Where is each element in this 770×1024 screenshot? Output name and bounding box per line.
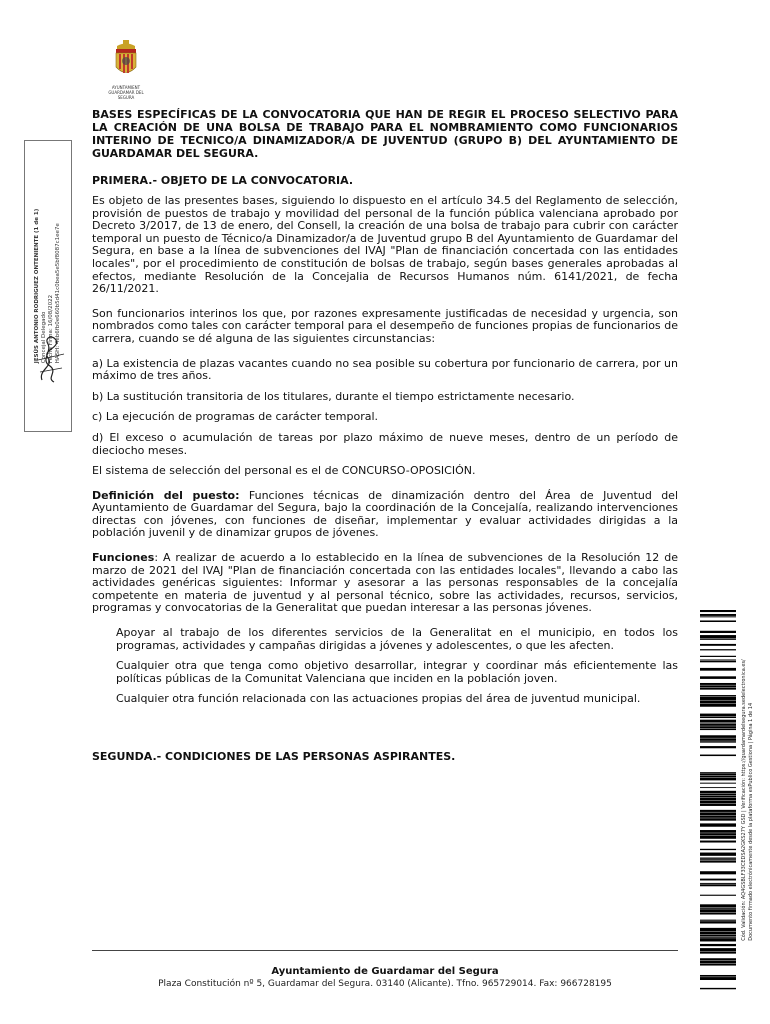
list-item-c: c) La ejecución de programas de carácter temporal. <box>92 410 379 424</box>
signature-stamp <box>24 140 72 432</box>
barcode-icon <box>700 610 736 990</box>
function-item: Cualquier otra que tenga como objetivo desarrollar, integrar y coordinar más eficientemente las políticas públicas de la Comunitat Valenciana que inciden en la población joven. <box>116 659 678 685</box>
validation-signature-info: Documento firmado electrónicamente desde la plataforma esPublico Gestiona | Página 1 de 14 <box>748 702 754 941</box>
paragraph-objeto: Es objeto de las presentes bases, siguiendo lo dispuesto en el artículo 34.5 del Reglamento de selección, provisión de puestos de trabajo y movilidad del personal de la función pública valenciana aprobado por Decreto 3/2017, de 13 de enero, del Consell, la creación de una bolsa de trabajo para cubrir con carácter temporal un puesto de Técnico/a Dinamizador/a de Juventud grupo B del Ayuntamiento de Guardamar del Segura, en base a la línea de subvenciones del IVAJ "Plan de financiación concertada con las entidades locales", por el procedimiento de constitución de bolsas de trabajo, según bases generales aprobadas al efectos, mediante Resolución de la Concejalia de Recursos Humanos núm. 6141/2021, de fecha 26/11/2021. <box>92 194 678 296</box>
function-item: Cualquier otra función relacionada con las actuaciones propias del área de juventud municipal. <box>116 692 641 706</box>
funciones-label: Funciones <box>92 551 155 565</box>
footer-address: Plaza Constitución nº 5, Guardamar del Segura. 03140 (Alicante). Tfno. 965729014. Fax: 966728195 <box>158 979 612 989</box>
paragraph-funciones <box>92 552 678 615</box>
footer-divider <box>92 950 678 951</box>
logo-caption <box>106 85 146 100</box>
validation-text <box>741 659 755 940</box>
document-body <box>92 108 678 771</box>
signature-date: Fecha Firma: 16/08/2022 <box>48 294 54 364</box>
paragraph-definicion-puesto <box>92 490 678 540</box>
page-footer <box>92 966 678 990</box>
list-item-a: a) La existencia de plazas vacantes cuando no sea posible su cobertura por funcionario de carrera, por un máximo de tres años. <box>92 356 678 383</box>
logo-caption-line-1: AYUNTAMIENT <box>111 85 141 90</box>
list-item-b: b) La sustitución transitoria de los titulares, durante el tiempo estrictamente necesario. <box>92 389 575 403</box>
definicion-label: Definición del puesto: <box>92 488 240 502</box>
signer-role: Concejal Delegado <box>41 311 47 364</box>
coat-of-arms-icon <box>112 40 140 80</box>
paragraph-interinos: Son funcionarios interinos los que, por razones expresamente justificadas de necesidad y urgencia, son nombrados como tales con carácter temporal para el desempeño de funciones propias de funcionarios de carrera, cuando se dé alguna de las siguientes circunstancias: <box>92 306 678 345</box>
signer-name: JESÚS ANTONIO RODRIGUEZ ONTENIENTE (1 de 1) <box>34 208 40 364</box>
municipal-logo <box>106 40 146 100</box>
definicion-text: Funciones técnicas de dinamización dentro del Área de Juventud del Ayuntamiento de Guardamar del Segura, bajo la coordinación de la Concejalía, realizando intervenciones directas con jóvenes, con funciones de diseñar, implementar y evaluar actividades dirigidas a la población juvenil y de dinamizar grupos de jóvenes. <box>92 488 679 540</box>
validation-stamp <box>700 610 760 990</box>
document-title: BASES ESPECÍFICAS DE LA CONVOCATORIA QUE HAN DE REGIR EL PROCESO SELECTIVO PARA LA CREACIÓN DE UNA BOLSA DE TRABAJO PARA EL NOMBRAMIENTO COMO FUNCIONARIOS INTERINO DE TECNICO/A DINAMIZADOR/A DE JUVENTUD (GRUPO B) DEL AYUNTAMIENTO DE GUARDAMAR DEL SEGURA. <box>92 108 678 160</box>
paragraph-sistema-seleccion: El sistema de selección del personal es el de CONCURSO-OPOSICIÓN. <box>92 464 476 478</box>
section-heading-primera: PRIMERA.- OBJETO DE LA CONVOCATORIA. <box>92 174 354 187</box>
funciones-text: : A realizar de acuerdo a lo establecido en la línea de subvenciones de la Resolución 12 de marzo de 2021 del IVAJ "Plan de financiación concertada con las entidades locales", llevando a cabo las actividades genéricas siguientes: Informar y asesorar a las personas responsables de la concejalía competente en materia de juventud y al personal técnico, sobre las actividades, recursos, servicios, programas y convocatorias de la Generalitat que puedan interesar a las personas jóvenes. <box>92 551 678 615</box>
signature-hash: HASH: 4eb6fb0e660b5d41c0bea5e5bf8087c1ee7e <box>55 223 61 364</box>
footer-name: Ayuntamiento de Guardamar del Segura <box>271 966 499 977</box>
validation-code: Cód. Validación: AQ4GSBLF33CEDSA2GKS27Y GSD | Verificación: https://guardamardelsegura.sedelectronica.es/ <box>741 659 747 941</box>
logo-caption-line-2: GUARDAMAR DEL SEGURA <box>108 90 144 100</box>
list-item-d: d) El exceso o acumulación de tareas por plazo máximo de nueve meses, dentro de un período de dieciocho meses. <box>92 430 678 457</box>
handwritten-signature <box>34 330 68 386</box>
section-heading-segunda: SEGUNDA.- CONDICIONES DE LAS PERSONAS ASPIRANTES. <box>92 750 456 763</box>
function-item: Apoyar al trabajo de los diferentes servicios de la Generalitat en el municipio, en todos los programas, actividades y campañas dirigidas a jóvenes y adolescentes, o que les afecten. <box>116 626 678 652</box>
